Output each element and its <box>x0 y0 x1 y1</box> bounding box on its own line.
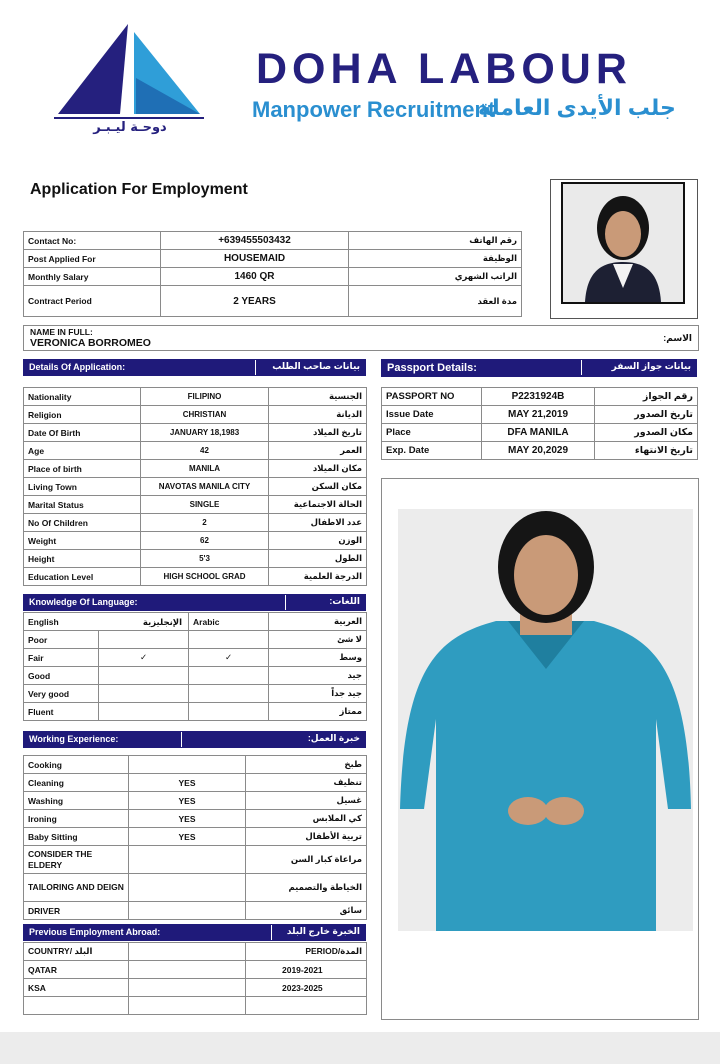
passport-field-label: Exp. Date <box>382 442 482 460</box>
abroad-period: 2019-2021 <box>246 961 367 979</box>
english-level-mark <box>99 667 189 685</box>
skill-label: Ironing <box>24 810 129 828</box>
blank-cell <box>129 979 246 997</box>
company-logo <box>50 18 210 136</box>
table-row <box>24 514 367 532</box>
skill-value: YES <box>129 810 246 828</box>
field-label-arabic: مكان السكن <box>269 478 367 496</box>
skill-label-arabic: تربية الأطفال <box>246 828 367 846</box>
abroad-period <box>246 997 367 1015</box>
form-title: Application For Employment <box>30 181 248 198</box>
field-value: 5'3 <box>141 550 269 568</box>
table-row <box>24 388 367 406</box>
english-label: English <box>28 616 59 627</box>
field-label: Marital Status <box>24 496 141 514</box>
abroad-country: KSA <box>24 979 129 997</box>
passport-field-label-arabic: تاريخ الانتهاء <box>595 442 698 460</box>
field-label-arabic: مكان الميلاد <box>269 460 367 478</box>
header-divider <box>181 732 182 747</box>
table-row <box>24 442 367 460</box>
language-header <box>23 594 366 611</box>
arabic-level-mark <box>189 631 269 649</box>
arabic-level-mark <box>189 667 269 685</box>
field-label: Height <box>24 550 141 568</box>
table-row <box>24 406 367 424</box>
field-label-arabic: الطول <box>269 550 367 568</box>
abroad-table <box>23 942 367 1015</box>
skill-label: Baby Sitting <box>24 828 129 846</box>
language-level-label: Poor <box>24 631 99 649</box>
abroad-header-label: Previous Employment Abroad: <box>29 927 161 937</box>
table-row <box>24 250 522 268</box>
field-label-arabic: عدد الاطفال <box>269 514 367 532</box>
language-header-label: Knowledge Of Language: <box>29 597 138 607</box>
passport-field-value: P2231924B <box>482 388 595 406</box>
table-row <box>24 703 367 721</box>
field-value: SINGLE <box>141 496 269 514</box>
salary-value: 1460 QR <box>161 268 349 286</box>
post-label-arabic: الوظيفة <box>349 250 522 268</box>
field-label: Religion <box>24 406 141 424</box>
bottom-band <box>0 1032 720 1064</box>
skill-label: DRIVER <box>24 902 129 920</box>
field-label-arabic: الحالة الاجتماعية <box>269 496 367 514</box>
blank-cell <box>129 961 246 979</box>
top-info-table <box>23 231 522 317</box>
table-row <box>24 478 367 496</box>
field-label-arabic: الديانة <box>269 406 367 424</box>
period-label: PERIOD/ <box>305 946 341 956</box>
skill-label: Cooking <box>24 756 129 774</box>
language-level-label-arabic: وسط <box>269 649 367 667</box>
field-label-arabic: العمر <box>269 442 367 460</box>
field-label-arabic: الوزن <box>269 532 367 550</box>
field-label: Date Of Birth <box>24 424 141 442</box>
field-label: Education Level <box>24 568 141 586</box>
table-row <box>382 406 698 424</box>
country-label: COUNTRY/ <box>28 946 73 956</box>
passport-header-label: Passport Details: <box>387 362 477 374</box>
experience-header-label: Working Experience: <box>29 734 119 744</box>
skill-value: YES <box>129 828 246 846</box>
table-row <box>24 460 367 478</box>
skill-label-arabic: كي الملابس <box>246 810 367 828</box>
header-divider <box>581 360 582 375</box>
abroad-header-label-arabic: الخبرة خارج البلد <box>286 926 360 936</box>
field-value: MANILA <box>141 460 269 478</box>
portrait-photo-frame <box>550 179 698 319</box>
blank-cell <box>129 943 246 961</box>
post-label: Post Applied For <box>24 250 161 268</box>
company-subtitle-arabic: جلب الأيدى العاملة <box>478 95 676 120</box>
field-label-arabic: الجنسية <box>269 388 367 406</box>
english-level-mark: ✓ <box>99 649 189 667</box>
full-name-box <box>23 325 699 351</box>
english-level-mark <box>99 703 189 721</box>
contract-label: Contract Period <box>24 286 161 317</box>
field-label: Living Town <box>24 478 141 496</box>
language-level-label-arabic: جيد <box>269 667 367 685</box>
header-divider <box>271 925 272 940</box>
field-value: FILIPINO <box>141 388 269 406</box>
english-column-header <box>24 613 189 631</box>
table-row <box>24 756 367 774</box>
post-value: HOUSEMAID <box>161 250 349 268</box>
passport-table <box>381 387 698 460</box>
contact-label: Contact No: <box>24 232 161 250</box>
arabic-level-mark: ✓ <box>189 649 269 667</box>
table-row <box>24 649 367 667</box>
passport-field-label: Issue Date <box>382 406 482 424</box>
skill-value: YES <box>129 774 246 792</box>
application-header <box>23 359 366 376</box>
full-name-label: NAME IN FULL: <box>30 327 93 337</box>
abroad-header <box>23 924 366 941</box>
table-row <box>24 774 367 792</box>
field-label: Place of birth <box>24 460 141 478</box>
period-column-header <box>246 943 367 961</box>
field-label-arabic: الدرجة العلمية <box>269 568 367 586</box>
table-row <box>24 568 367 586</box>
english-level-mark <box>99 631 189 649</box>
table-row <box>24 613 367 631</box>
skill-label-arabic: مراعاة كبار السن <box>246 846 367 874</box>
contact-value: +639455503432 <box>161 232 349 250</box>
table-row <box>24 810 367 828</box>
passport-field-label-arabic: تاريخ الصدور <box>595 406 698 424</box>
skill-label-arabic: غسيل <box>246 792 367 810</box>
table-row <box>24 902 367 920</box>
field-label: Nationality <box>24 388 141 406</box>
passport-field-label: PASSPORT NO <box>382 388 482 406</box>
table-row <box>24 268 522 286</box>
passport-field-value: MAY 21,2019 <box>482 406 595 424</box>
english-label-arabic: الإنجليزية <box>142 616 183 627</box>
field-value: 2 <box>141 514 269 532</box>
table-row <box>24 846 367 874</box>
arabic-level-mark <box>189 685 269 703</box>
table-row <box>24 874 367 902</box>
passport-field-value: MAY 20,2029 <box>482 442 595 460</box>
table-row <box>24 550 367 568</box>
table-row <box>24 667 367 685</box>
full-body-photo <box>398 509 693 931</box>
skill-label: TAILORING AND DEIGN <box>24 874 129 902</box>
period-label-arabic: المدة <box>340 946 362 956</box>
application-header-label: Details Of Application: <box>29 362 126 372</box>
abroad-country: QATAR <box>24 961 129 979</box>
passport-field-label-arabic: مكان الصدور <box>595 424 698 442</box>
field-label: Weight <box>24 532 141 550</box>
passport-header-label-arabic: بيانات جواز السفر <box>611 361 691 371</box>
field-value: JANUARY 18,1983 <box>141 424 269 442</box>
application-table <box>23 387 367 586</box>
passport-field-label-arabic: رقم الجواز <box>595 388 698 406</box>
field-value: HIGH SCHOOL GRAD <box>141 568 269 586</box>
field-value: 62 <box>141 532 269 550</box>
skill-value <box>129 874 246 902</box>
field-value: NAVOTAS MANILA CITY <box>141 478 269 496</box>
table-row <box>24 424 367 442</box>
contact-label-arabic: رقم الهاتف <box>349 232 522 250</box>
passport-field-label: Place <box>382 424 482 442</box>
table-row <box>24 685 367 703</box>
table-row <box>382 442 698 460</box>
company-subtitle: Manpower Recruitment <box>252 97 496 122</box>
language-level-label: Fair <box>24 649 99 667</box>
person-portrait-icon <box>563 184 683 302</box>
language-level-label-arabic: لا شئ <box>269 631 367 649</box>
skill-label-arabic: طبخ <box>246 756 367 774</box>
table-row <box>24 631 367 649</box>
language-table <box>23 612 367 721</box>
field-label: No Of Children <box>24 514 141 532</box>
field-label: Age <box>24 442 141 460</box>
company-name: DOHA LABOUR <box>256 45 632 93</box>
svg-text:دوحـة ليـبـر: دوحـة ليـبـر <box>93 120 167 135</box>
table-row <box>382 424 698 442</box>
language-level-label: Fluent <box>24 703 99 721</box>
arabic-level-mark <box>189 703 269 721</box>
arabic-column-header-arabic: العربية <box>269 613 367 631</box>
skill-value <box>129 902 246 920</box>
country-label-arabic: البلد <box>74 946 93 956</box>
abroad-country <box>24 997 129 1015</box>
salary-label-arabic: الراتب الشهري <box>349 268 522 286</box>
experience-header <box>23 731 366 748</box>
english-level-mark <box>99 685 189 703</box>
table-row <box>24 286 522 317</box>
salary-label: Monthly Salary <box>24 268 161 286</box>
skill-label: CONSIDER THE ELDERY <box>24 846 129 874</box>
skill-value <box>129 756 246 774</box>
table-row <box>24 232 522 250</box>
skill-label-arabic: تنظيف <box>246 774 367 792</box>
passport-header <box>381 359 697 377</box>
skill-value: YES <box>129 792 246 810</box>
table-row <box>24 979 367 997</box>
table-row <box>382 388 698 406</box>
passport-field-value: DFA MANILA <box>482 424 595 442</box>
table-row <box>24 532 367 550</box>
language-header-label-arabic: اللغات: <box>329 596 360 606</box>
table-row <box>24 496 367 514</box>
full-body-photo-frame <box>381 478 699 1020</box>
language-level-label-arabic: ممتاز <box>269 703 367 721</box>
table-row <box>24 943 367 961</box>
full-name-value: VERONICA BORROMEO <box>30 337 151 349</box>
full-name-label-arabic: الاسم: <box>663 333 692 343</box>
experience-header-label-arabic: خبرة العمل: <box>307 733 360 743</box>
application-header-label-arabic: بيانات صاحب الطلب <box>272 361 360 371</box>
blank-cell <box>129 997 246 1015</box>
header-divider <box>255 360 256 375</box>
field-value: 42 <box>141 442 269 460</box>
language-level-label-arabic: جيد جداً <box>269 685 367 703</box>
arabic-column-header: Arabic <box>189 613 269 631</box>
header-divider <box>285 595 286 610</box>
field-label-arabic: تاريخ الميلاد <box>269 424 367 442</box>
skill-label-arabic: الخياطة والتصميم <box>246 874 367 902</box>
table-row <box>24 961 367 979</box>
skill-value <box>129 846 246 874</box>
language-level-label: Very good <box>24 685 99 703</box>
country-column-header <box>24 943 129 961</box>
skill-label: Cleaning <box>24 774 129 792</box>
abroad-period: 2023-2025 <box>246 979 367 997</box>
contract-value: 2 YEARS <box>161 286 349 317</box>
language-level-label: Good <box>24 667 99 685</box>
table-row <box>24 828 367 846</box>
portrait-photo <box>561 182 685 304</box>
experience-table <box>23 755 367 920</box>
skill-label: Washing <box>24 792 129 810</box>
contract-label-arabic: مدة العقد <box>349 286 522 317</box>
table-row <box>24 792 367 810</box>
field-value: CHRISTIAN <box>141 406 269 424</box>
skill-label-arabic: سائق <box>246 902 367 920</box>
table-row <box>24 997 367 1015</box>
